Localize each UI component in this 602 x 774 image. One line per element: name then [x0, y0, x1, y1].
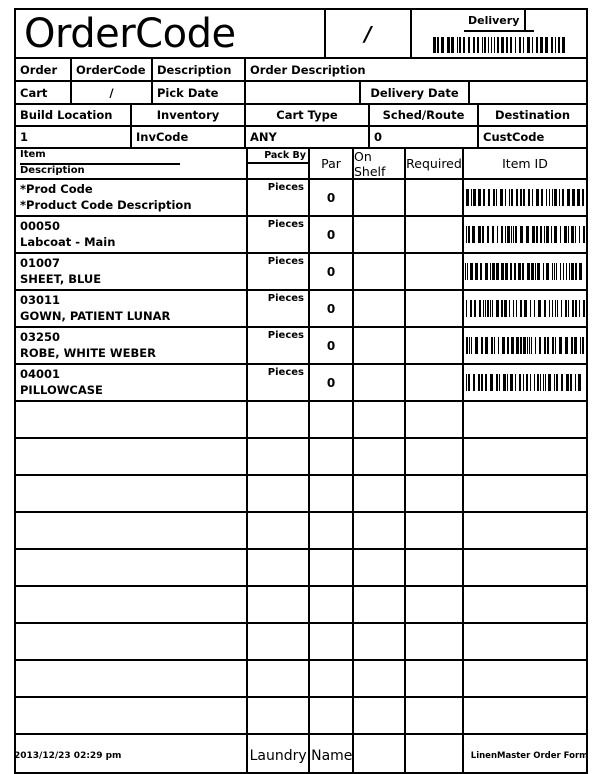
footer-laundry-name: Laundry Name — [249, 748, 353, 764]
footer-timestamp: 2013/12/23 02:29 pm — [14, 751, 122, 761]
cell-item — [16, 698, 248, 733]
pick-date-label: Pick Date — [153, 82, 246, 103]
order-description-value: Order Description — [250, 62, 366, 77]
cell-required[interactable] — [406, 291, 464, 326]
delivery-block — [412, 10, 586, 57]
cell-par — [310, 402, 354, 437]
cell-par — [310, 476, 354, 511]
cell-item — [16, 513, 248, 548]
cell-par — [310, 439, 354, 474]
cell-pack-by — [248, 550, 310, 585]
cell-pack-by: Pieces — [248, 254, 310, 289]
cell-item-id — [464, 513, 586, 548]
cell-item — [16, 365, 248, 400]
cell-pack-by — [248, 624, 310, 659]
cell-item-id — [464, 365, 586, 400]
cell-on-shelf[interactable] — [354, 439, 406, 474]
item-barcode — [466, 300, 585, 317]
order-label: Order — [16, 59, 72, 80]
footer-form-name: LinenMaster Order Form — [470, 751, 588, 761]
cell-on-shelf[interactable] — [354, 476, 406, 511]
column-header-item-label: Item — [20, 149, 46, 160]
cell-on-shelf[interactable] — [354, 402, 406, 437]
column-header-description-label: Description — [20, 165, 85, 176]
cell-pack-by — [248, 587, 310, 622]
item-barcode — [466, 337, 584, 354]
cell-item-id — [464, 698, 586, 733]
item-code: 03011 — [20, 293, 61, 307]
cell-pack-by — [248, 661, 310, 696]
cell-item — [16, 476, 248, 511]
cell-pack-by — [248, 476, 310, 511]
cell-on-shelf[interactable] — [354, 254, 406, 289]
item-code: *Prod Code — [20, 182, 93, 196]
cart-label: Cart — [16, 82, 72, 103]
cell-par: 0 — [310, 328, 354, 363]
order-form-table — [14, 8, 588, 774]
cell-item — [16, 661, 248, 696]
item-description: SHEET, BLUE — [20, 272, 102, 286]
delivery-label: Delivery — [464, 10, 526, 30]
table-row[interactable] — [16, 328, 586, 365]
delivery-barcode — [433, 32, 565, 57]
cell-par: 0 — [310, 180, 354, 215]
cell-item-id — [464, 402, 586, 437]
delivery-top-row — [464, 10, 534, 32]
cell-item — [16, 328, 248, 363]
cell-par: 0 — [310, 217, 354, 252]
destination-label: Destination — [494, 108, 571, 122]
cell-par — [310, 698, 354, 733]
order-row — [16, 59, 586, 82]
cell-item — [16, 402, 248, 437]
cell-pack-by: Pieces — [248, 291, 310, 326]
cell-item — [16, 587, 248, 622]
cell-pack-by: Pieces — [248, 365, 310, 400]
cell-item-id — [464, 624, 586, 659]
cell-item-id — [464, 661, 586, 696]
cell-par — [310, 513, 354, 548]
title-row — [16, 10, 586, 59]
cell-item-id — [464, 550, 586, 585]
column-header-required: Required — [406, 149, 464, 178]
cell-on-shelf[interactable] — [354, 180, 406, 215]
cart-row — [16, 82, 586, 105]
cell-on-shelf[interactable] — [354, 513, 406, 548]
cell-par — [310, 587, 354, 622]
cell-required[interactable] — [406, 476, 464, 511]
item-description: PILLOWCASE — [20, 383, 103, 397]
column-header-item — [16, 149, 248, 178]
cell-required[interactable] — [406, 180, 464, 215]
item-barcode — [466, 189, 584, 206]
cell-required[interactable] — [406, 254, 464, 289]
item-code: 01007 — [20, 256, 61, 270]
item-barcode — [466, 374, 584, 391]
cell-on-shelf[interactable] — [354, 550, 406, 585]
cell-required[interactable] — [406, 550, 464, 585]
cell-item — [16, 439, 248, 474]
cell-pack-by: Pieces — [248, 180, 310, 215]
table-row[interactable] — [16, 550, 586, 587]
cell-par: 0 — [310, 365, 354, 400]
cell-item — [16, 624, 248, 659]
location-header-row — [16, 105, 586, 127]
cell-item-id — [464, 217, 586, 252]
table-row[interactable] — [16, 624, 586, 661]
inventory-label: Inventory — [132, 105, 246, 125]
cell-par — [310, 550, 354, 585]
cell-item — [16, 217, 248, 252]
table-row[interactable] — [16, 476, 586, 513]
table-row[interactable] — [16, 698, 586, 735]
cell-par — [310, 624, 354, 659]
table-row[interactable] — [16, 661, 586, 698]
order-value: OrderCode — [72, 59, 153, 80]
cell-required[interactable] — [406, 439, 464, 474]
table-row[interactable] — [16, 513, 586, 550]
inventory-value: InvCode — [132, 127, 246, 147]
column-header-on-shelf: On Shelf — [354, 149, 406, 178]
sched-route-value: 0 — [370, 127, 479, 147]
item-description: Labcoat - Main — [20, 235, 116, 249]
table-row[interactable] — [16, 291, 586, 328]
delivery-barcode-glyph — [433, 37, 565, 53]
cell-item-id — [464, 476, 586, 511]
page-footer — [14, 748, 588, 767]
cell-required[interactable] — [406, 698, 464, 733]
cell-item — [16, 550, 248, 585]
cell-item — [16, 291, 248, 326]
build-location-value: 1 — [16, 127, 132, 147]
cell-pack-by — [248, 439, 310, 474]
cell-par — [310, 661, 354, 696]
sched-route-label: Sched/Route — [370, 105, 479, 125]
table-row[interactable] — [16, 402, 586, 439]
item-barcode — [465, 263, 585, 280]
delivery-date-label: Delivery Date — [361, 82, 470, 103]
cell-pack-by — [248, 513, 310, 548]
cell-on-shelf[interactable] — [354, 587, 406, 622]
table-row[interactable] — [16, 439, 586, 476]
title-slash: / — [326, 10, 412, 57]
pick-date-value — [246, 82, 361, 103]
location-value-row — [16, 127, 586, 149]
cell-required[interactable] — [406, 328, 464, 363]
table-row[interactable] — [16, 254, 586, 291]
cell-required[interactable] — [406, 513, 464, 548]
table-row[interactable] — [16, 587, 586, 624]
cell-item — [16, 180, 248, 215]
cell-required[interactable] — [406, 402, 464, 437]
cell-item-id — [464, 254, 586, 289]
cell-required[interactable] — [406, 587, 464, 622]
cell-item — [16, 254, 248, 289]
cell-pack-by — [248, 402, 310, 437]
table-row[interactable] — [16, 365, 586, 402]
item-description: ROBE, WHITE WEBER — [20, 346, 156, 360]
cart-type-value: ANY — [246, 127, 370, 147]
cart-value: / — [72, 82, 153, 103]
column-header-pack-by-label: Pack By — [248, 149, 308, 164]
item-code: 03250 — [20, 330, 61, 344]
destination-value: CustCode — [483, 130, 545, 144]
cell-required[interactable] — [406, 217, 464, 252]
cell-pack-by: Pieces — [248, 328, 310, 363]
cell-on-shelf[interactable] — [354, 291, 406, 326]
cell-required[interactable] — [406, 661, 464, 696]
cell-on-shelf[interactable] — [354, 661, 406, 696]
item-barcode — [466, 226, 585, 243]
item-description: GOWN, PATIENT LUNAR — [20, 309, 171, 323]
items-table-body — [16, 180, 586, 772]
page-title: OrderCode — [16, 10, 326, 57]
cell-on-shelf[interactable] — [354, 624, 406, 659]
delivery-date-value — [470, 82, 586, 103]
item-code: 04001 — [20, 367, 61, 381]
cell-item-id — [464, 439, 586, 474]
items-table-header — [16, 149, 586, 180]
cell-on-shelf[interactable] — [354, 698, 406, 733]
column-header-item-id: Item ID — [502, 156, 548, 171]
cell-item-id — [464, 328, 586, 363]
cell-pack-by: Pieces — [248, 217, 310, 252]
column-header-pack-by — [248, 149, 310, 178]
description-label: Description — [153, 59, 246, 80]
cart-type-label: Cart Type — [246, 105, 370, 125]
cell-item-id — [464, 291, 586, 326]
cell-item-id — [464, 180, 586, 215]
cell-item-id — [464, 587, 586, 622]
cell-on-shelf[interactable] — [354, 365, 406, 400]
cell-required[interactable] — [406, 365, 464, 400]
cell-par: 0 — [310, 291, 354, 326]
item-description: *Product Code Description — [20, 198, 192, 212]
cell-required[interactable] — [406, 624, 464, 659]
cell-on-shelf[interactable] — [354, 328, 406, 363]
cell-pack-by — [248, 698, 310, 733]
table-row[interactable] — [16, 180, 586, 217]
column-header-par: Par — [310, 149, 354, 178]
delivery-value — [526, 10, 534, 30]
item-code: 00050 — [20, 219, 61, 233]
cell-on-shelf[interactable] — [354, 217, 406, 252]
table-row[interactable] — [16, 217, 586, 254]
build-location-label: Build Location — [16, 105, 132, 125]
cell-par: 0 — [310, 254, 354, 289]
